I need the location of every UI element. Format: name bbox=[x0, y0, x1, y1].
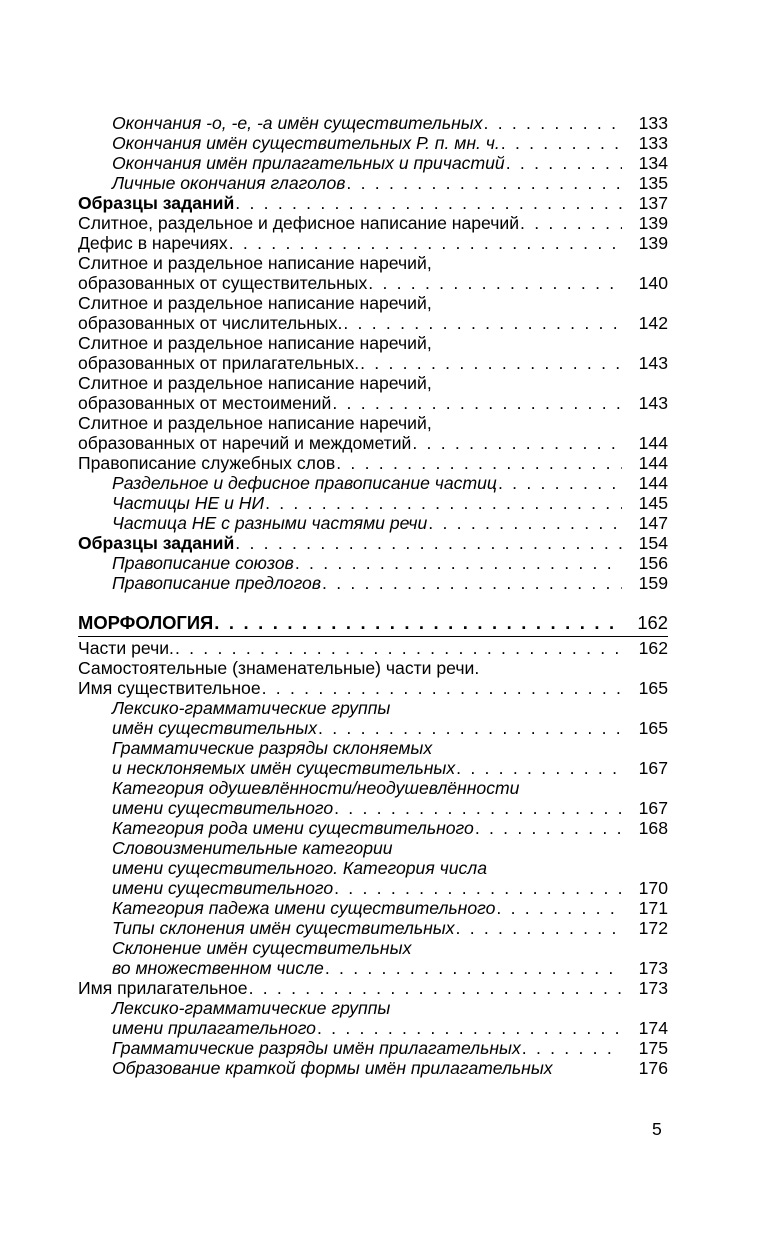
toc-leader-dots bbox=[334, 878, 622, 898]
toc-page-number: 133 bbox=[638, 133, 668, 153]
toc-leader-dots bbox=[249, 978, 622, 998]
toc-leader-dots bbox=[498, 473, 622, 493]
toc-entry-title: имени существительного bbox=[112, 878, 334, 898]
toc-entry bbox=[78, 233, 668, 253]
toc-entry bbox=[78, 758, 668, 778]
toc-page-number: 165 bbox=[638, 718, 668, 738]
toc-page-number: 165 bbox=[638, 678, 668, 698]
toc-entry bbox=[78, 1058, 668, 1078]
toc-page-number: 173 bbox=[638, 978, 668, 998]
toc-entry-title: имени прилагательного bbox=[112, 1018, 316, 1038]
toc-entry bbox=[78, 433, 668, 453]
toc-entry-title: образованных от наречий и междометий bbox=[78, 433, 412, 453]
toc-entry-title: Дефис в наречиях bbox=[78, 233, 228, 253]
toc-entry bbox=[78, 898, 668, 918]
toc-entry-title: Грамматические разряды имён прилагательных bbox=[112, 1038, 521, 1058]
toc-entry-title: образованных от местоимений bbox=[78, 393, 332, 413]
toc-entry bbox=[78, 133, 668, 153]
toc-page-number: 135 bbox=[638, 173, 668, 193]
toc-leader-dots bbox=[484, 113, 622, 133]
toc-leader-dots bbox=[322, 573, 622, 593]
toc-entry bbox=[78, 213, 668, 233]
toc-entry-title: имени существительного. Категория числа bbox=[112, 858, 488, 878]
toc-entry-title: Склонение имён существительных bbox=[112, 938, 412, 958]
toc-entry-title: Грамматические разряды склоняемых bbox=[112, 738, 433, 758]
toc-page-number: 145 bbox=[638, 493, 668, 513]
toc-entry bbox=[78, 818, 668, 838]
toc-entry-title: образованных от прилагательных. bbox=[78, 353, 360, 373]
toc-leader-dots bbox=[343, 313, 622, 333]
toc-entry bbox=[78, 798, 668, 818]
toc-page-number: 139 bbox=[638, 213, 668, 233]
toc-entry bbox=[78, 173, 668, 193]
toc-entry-title: Категория рода имени существительного bbox=[112, 818, 474, 838]
toc-entry-title: Самостоятельные (знаменательные) части речи. bbox=[78, 658, 480, 678]
toc-page-number: 174 bbox=[638, 1018, 668, 1038]
toc-page-number: 175 bbox=[638, 1038, 668, 1058]
toc-entry-title: Частицы НЕ и НИ bbox=[112, 493, 265, 513]
toc-page-number: 167 bbox=[638, 798, 668, 818]
toc-entry bbox=[78, 638, 668, 658]
toc-leader-dots bbox=[325, 958, 622, 978]
toc-entry-title: Лексико-грамматические группы bbox=[112, 698, 391, 718]
toc-leader-dots bbox=[428, 513, 622, 533]
toc-entry-title: Типы склонения имён существительных bbox=[112, 918, 455, 938]
toc-page-number: 143 bbox=[638, 393, 668, 413]
toc-entry-title: Словоизменительные категории bbox=[112, 838, 393, 858]
toc-entry-title: Слитное и раздельное написание наречий, bbox=[78, 373, 432, 393]
toc-leader-dots bbox=[235, 193, 622, 213]
toc-page-number: 144 bbox=[638, 433, 668, 453]
toc-entry bbox=[78, 533, 668, 553]
toc-entry bbox=[78, 113, 668, 133]
toc-entry bbox=[78, 193, 668, 213]
toc-entry-title: Образцы заданий bbox=[78, 193, 235, 213]
toc-page-number: 140 bbox=[638, 273, 668, 293]
toc-entry-title: во множественном числе bbox=[112, 958, 324, 978]
section-heading bbox=[78, 613, 668, 634]
toc-leader-dots bbox=[368, 273, 622, 293]
toc-entry-title: Окончания имён существительных Р. п. мн. ч. bbox=[112, 133, 500, 153]
toc-leader-dots bbox=[336, 453, 622, 473]
toc-entry-title: Окончания имён прилагательных и причастий bbox=[112, 153, 505, 173]
toc-entry bbox=[78, 553, 668, 573]
toc-page-number: 162 bbox=[638, 638, 668, 658]
toc-page-number: 173 bbox=[638, 958, 668, 978]
toc-entry bbox=[78, 958, 668, 978]
toc-leader-dots bbox=[265, 493, 622, 513]
toc-leader-dots bbox=[229, 233, 622, 253]
toc-page-number: 139 bbox=[638, 233, 668, 253]
toc-entry bbox=[78, 778, 668, 798]
toc-leader-dots bbox=[412, 433, 622, 453]
toc-page-number: 162 bbox=[637, 612, 668, 633]
toc-entry bbox=[78, 493, 668, 513]
toc-entry-title: Лексико-грамматические группы bbox=[112, 998, 391, 1018]
toc-entry-title: Части речи. bbox=[78, 638, 174, 658]
toc-entry bbox=[78, 918, 668, 938]
section-gap bbox=[78, 593, 668, 613]
toc-entry bbox=[78, 1038, 668, 1058]
toc-entry-title: Раздельное и дефисное правописание частиц bbox=[112, 473, 497, 493]
toc-page-number: 171 bbox=[638, 898, 668, 918]
toc-leader-dots bbox=[456, 918, 622, 938]
toc-entry-title: Слитное и раздельное написание наречий, bbox=[78, 333, 432, 353]
toc-page-number: 144 bbox=[638, 453, 668, 473]
toc-entry-title: Категория одушевлённости/неодушевлённости bbox=[112, 778, 520, 798]
toc-entry-title: Имя прилагательное bbox=[78, 978, 248, 998]
toc-page-number: 167 bbox=[638, 758, 668, 778]
toc-leader-dots bbox=[475, 818, 622, 838]
toc-leader-dots bbox=[214, 613, 622, 633]
toc-page-number: 156 bbox=[638, 553, 668, 573]
toc-entry bbox=[78, 738, 668, 758]
toc-entry-title: Личные окончания глаголов bbox=[112, 173, 346, 193]
toc-leader-dots bbox=[496, 898, 622, 918]
toc-entry bbox=[78, 1018, 668, 1038]
toc-entry-title: МОРФОЛОГИЯ bbox=[78, 612, 214, 633]
toc-page-number: 168 bbox=[638, 818, 668, 838]
toc-entry-title: и несклоняемых имён существительных bbox=[112, 758, 456, 778]
toc-entry-title: Слитное, раздельное и дефисное написание наречий bbox=[78, 213, 520, 233]
toc-entry bbox=[78, 253, 668, 273]
toc-page-number: 170 bbox=[638, 878, 668, 898]
toc-entry bbox=[78, 293, 668, 313]
toc-page-number: 176 bbox=[638, 1058, 668, 1078]
toc-page-number: 172 bbox=[638, 918, 668, 938]
toc-page-number: 154 bbox=[638, 533, 668, 553]
toc-page-number: 142 bbox=[638, 313, 668, 333]
toc-leader-dots bbox=[332, 393, 622, 413]
toc-entry bbox=[78, 698, 668, 718]
toc-entry bbox=[78, 858, 668, 878]
toc-page-number: 133 bbox=[638, 113, 668, 133]
toc-page-number: 144 bbox=[638, 473, 668, 493]
toc-entry bbox=[78, 373, 668, 393]
toc-leader-dots bbox=[317, 1018, 622, 1038]
toc-entry-title: Образцы заданий bbox=[78, 533, 235, 553]
toc-leader-dots bbox=[295, 553, 622, 573]
toc-leader-dots bbox=[520, 213, 622, 233]
toc-entry-title: Правописание служебных слов bbox=[78, 453, 336, 473]
toc-page-number: 137 bbox=[638, 193, 668, 213]
toc-entry-title: Категория падежа имени существительного bbox=[112, 898, 496, 918]
toc-page-number: 134 bbox=[638, 153, 668, 173]
toc-leader-dots bbox=[334, 798, 622, 818]
toc-leader-dots bbox=[501, 133, 622, 153]
toc-entry-title: Слитное и раздельное написание наречий, bbox=[78, 413, 432, 433]
toc-entry-title: Окончания -о, -е, -а имён существительных bbox=[112, 113, 483, 133]
toc-entry bbox=[78, 153, 668, 173]
page-number: 5 bbox=[652, 1119, 662, 1139]
toc-entry-title: Слитное и раздельное написание наречий, bbox=[78, 293, 432, 313]
toc-entry bbox=[78, 313, 668, 333]
toc-leader-dots bbox=[175, 638, 622, 658]
toc-entry-title: Правописание союзов bbox=[112, 553, 294, 573]
toc-entry bbox=[78, 838, 668, 858]
toc-leader-dots bbox=[318, 718, 622, 738]
toc-entry bbox=[78, 413, 668, 433]
toc-page-number: 159 bbox=[638, 573, 668, 593]
toc-entry-title: образованных от существительных bbox=[78, 273, 368, 293]
toc-entry-title: образованных от числительных. bbox=[78, 313, 343, 333]
toc-entry bbox=[78, 513, 668, 533]
table-of-contents bbox=[78, 113, 668, 1078]
toc-entry bbox=[78, 393, 668, 413]
toc-entry-title: Имя существительное bbox=[78, 678, 261, 698]
toc-leader-dots bbox=[360, 353, 622, 373]
toc-entry bbox=[78, 938, 668, 958]
toc-entry bbox=[78, 658, 668, 678]
toc-entry bbox=[78, 878, 668, 898]
toc-leader-dots bbox=[346, 173, 622, 193]
toc-entry-title: имени существительного bbox=[112, 798, 334, 818]
toc-leader-dots bbox=[506, 153, 622, 173]
toc-entry bbox=[78, 453, 668, 473]
toc-entry-title: Правописание предлогов bbox=[112, 573, 322, 593]
toc-entry bbox=[78, 573, 668, 593]
toc-entry-title: Образование краткой формы имён прилагательных bbox=[112, 1058, 553, 1078]
toc-entry bbox=[78, 273, 668, 293]
toc-entry-title: Слитное и раздельное написание наречий, bbox=[78, 253, 432, 273]
toc-entry-title: Частица НЕ с разными частями речи bbox=[112, 513, 428, 533]
toc-entry bbox=[78, 718, 668, 738]
toc-entry bbox=[78, 333, 668, 353]
toc-entry-title: имён существительных bbox=[112, 718, 318, 738]
toc-page-number: 143 bbox=[638, 353, 668, 373]
toc-leader-dots bbox=[235, 533, 622, 553]
toc-entry bbox=[78, 473, 668, 493]
toc-entry bbox=[78, 978, 668, 998]
toc-leader-dots bbox=[522, 1038, 622, 1058]
section-rule bbox=[78, 636, 668, 637]
toc-entry bbox=[78, 678, 668, 698]
toc-leader-dots bbox=[456, 758, 622, 778]
toc-entry bbox=[78, 998, 668, 1018]
toc-entry bbox=[78, 353, 668, 373]
toc-leader-dots bbox=[262, 678, 622, 698]
toc-page-number: 147 bbox=[638, 513, 668, 533]
